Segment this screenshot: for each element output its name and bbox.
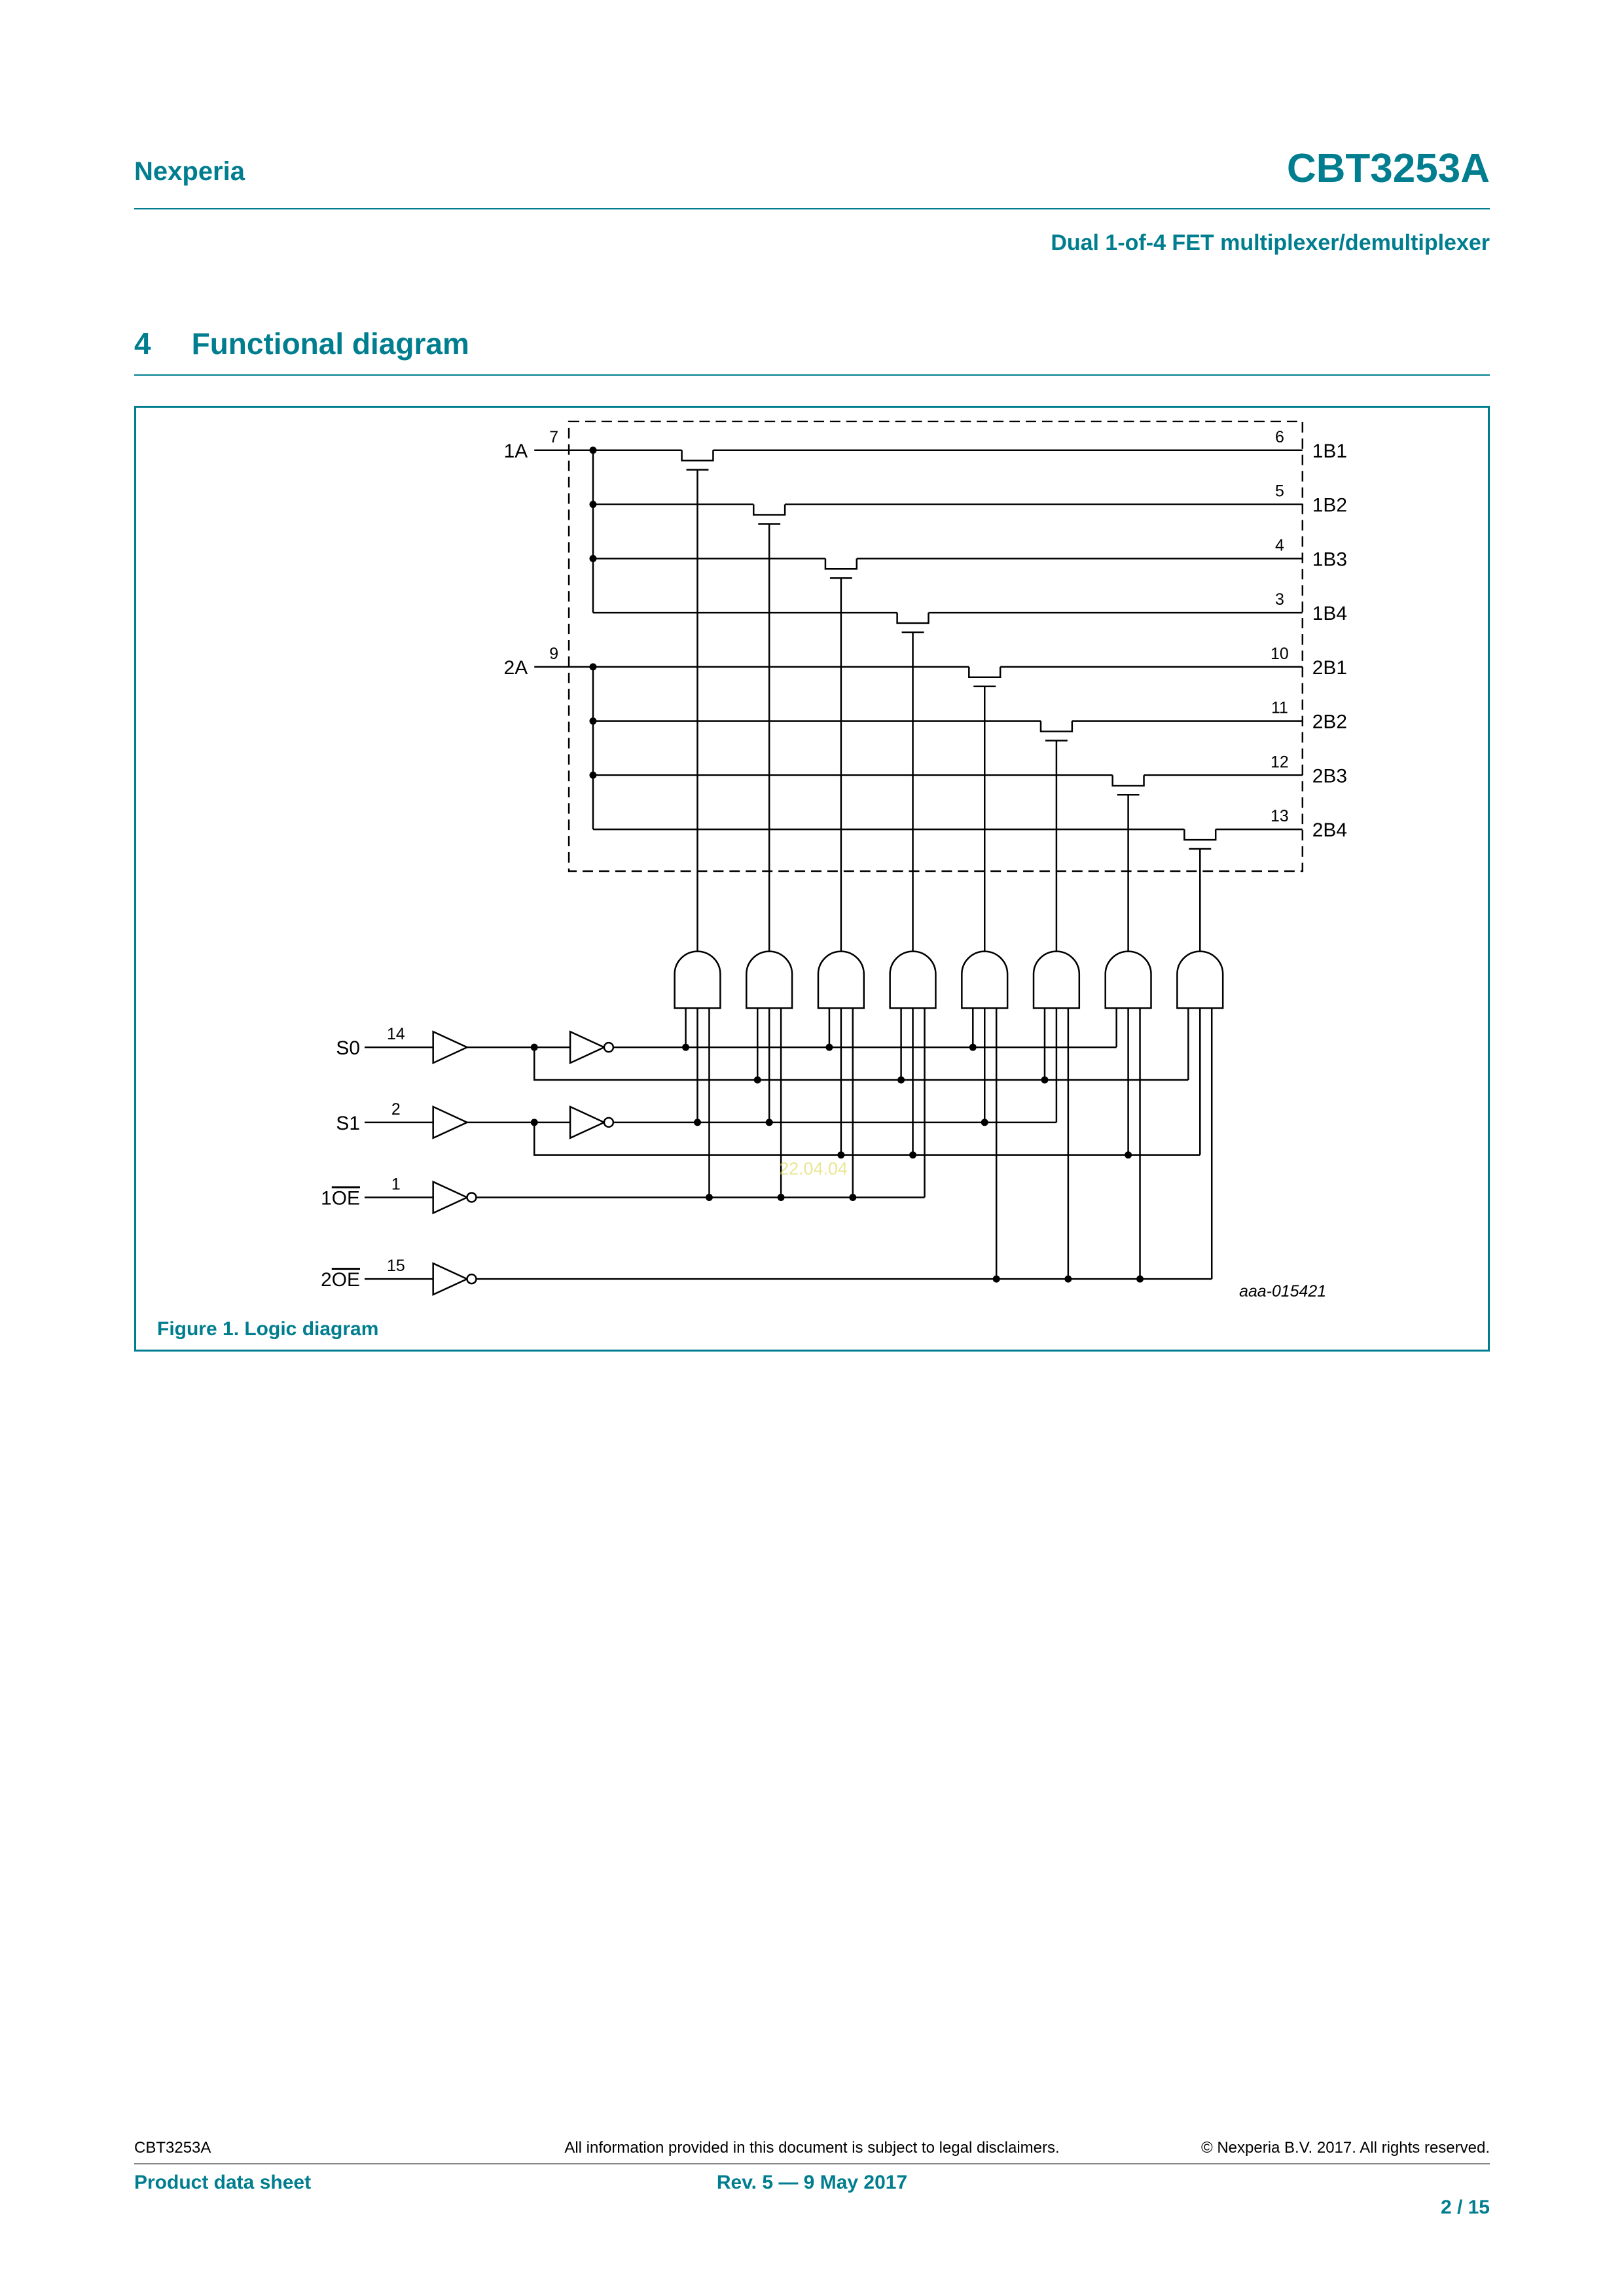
and-gate (1106, 952, 1151, 1009)
section-title: Functional diagram (191, 327, 469, 361)
output-label: 2B4 (1312, 819, 1347, 842)
footer-line-2 (134, 2172, 1490, 2195)
document-subtitle: Dual 1-of-4 FET multiplexer/demultiplexer (1051, 230, 1490, 255)
logic-diagram-svg (136, 408, 1488, 1308)
input-label-2a: 2A (503, 656, 528, 679)
pin-number-1oe: 1 (391, 1175, 401, 1194)
section-heading (134, 326, 469, 361)
junction-dots (531, 446, 1144, 1282)
s0-inverter-bubble (604, 1043, 613, 1052)
s1-inverter (570, 1107, 604, 1138)
s1-buffer (433, 1107, 467, 1138)
footer-line-3 (134, 2197, 1490, 2220)
switch-matrix-outline (569, 422, 1303, 871)
and-gate (818, 952, 864, 1009)
output-label: 1B3 (1312, 548, 1347, 571)
section-rule (134, 374, 1490, 376)
output-pin: 11 (1271, 698, 1288, 717)
footer-copyright: © Nexperia B.V. 2017. All rights reserved. (1200, 2139, 1490, 2157)
select-label-s0: S0 (336, 1037, 361, 1060)
output-pin: 13 (1271, 807, 1289, 826)
watermark-text: 22.04.04 (779, 1158, 848, 1179)
gate-output-lines (698, 470, 1200, 952)
pass-switches (682, 450, 1216, 849)
enable-label-2oe: 2OE (321, 1269, 361, 1291)
output-label: 1B2 (1312, 494, 1347, 516)
figure-caption: Figure 1. Logic diagram (157, 1318, 379, 1340)
part-number-title: CBT3253A (1286, 146, 1490, 191)
and-gate (675, 952, 721, 1009)
output-label: 2B2 (1312, 711, 1347, 733)
output-label: 1B1 (1312, 440, 1347, 462)
and-gates (675, 952, 1223, 1009)
footer-revision: Rev. 5 — 9 May 2017 (716, 2172, 908, 2193)
oe2-inverter-bubble (467, 1274, 477, 1283)
brand-name: Nexperia (134, 157, 245, 186)
footer-line-1 (134, 2139, 1490, 2162)
output-pin: 12 (1271, 753, 1289, 772)
footer-disclaimer: All information provided in this document is subject to legal disclaimers. (564, 2139, 1060, 2157)
pin-number-2a: 9 (549, 644, 559, 663)
row-wires (534, 450, 1303, 829)
drawing-code: aaa-015421 (1239, 1282, 1327, 1301)
s0-inverter (570, 1031, 604, 1063)
oe1-inverter (433, 1182, 467, 1213)
output-pin: 10 (1271, 644, 1289, 663)
output-label: 2B1 (1312, 656, 1347, 679)
pin-number-s0: 14 (386, 1025, 405, 1044)
output-label: 1B4 (1312, 603, 1347, 625)
and-gate (746, 952, 792, 1009)
footer-part: CBT3253A (134, 2139, 211, 2157)
and-gate (890, 952, 936, 1009)
s0-buffer (433, 1031, 467, 1063)
output-pin: 4 (1274, 536, 1284, 555)
pin-number-s1: 2 (391, 1100, 401, 1119)
enable-label-1oe: 1OE (321, 1187, 361, 1210)
and-gate (962, 952, 1007, 1009)
footer-page-number: 2 / 15 (1440, 2197, 1490, 2218)
footer-doc-type: Product data sheet (134, 2172, 312, 2193)
oe2-inverter (433, 1263, 467, 1295)
output-pin: 5 (1274, 482, 1284, 501)
oe1-inverter-bubble (467, 1193, 477, 1202)
s1-inverter-bubble (604, 1118, 613, 1127)
figure-logic-diagram (134, 406, 1490, 1352)
pin-number-2oe: 15 (386, 1257, 405, 1276)
select-label-s1: S1 (336, 1112, 361, 1134)
footer-rule (134, 2163, 1490, 2164)
buffer-inverter-symbols (433, 1031, 613, 1295)
and-gate (1034, 952, 1079, 1009)
header-rule (134, 208, 1490, 209)
input-label-1a: 1A (503, 440, 528, 462)
gate-input-stubs (686, 1008, 1212, 1279)
output-pin: 3 (1274, 590, 1284, 609)
output-label: 2B3 (1312, 765, 1347, 787)
pin-number-1a: 7 (549, 427, 559, 446)
and-gate (1177, 952, 1223, 1009)
section-number: 4 (134, 327, 151, 361)
output-pin: 6 (1274, 427, 1284, 446)
